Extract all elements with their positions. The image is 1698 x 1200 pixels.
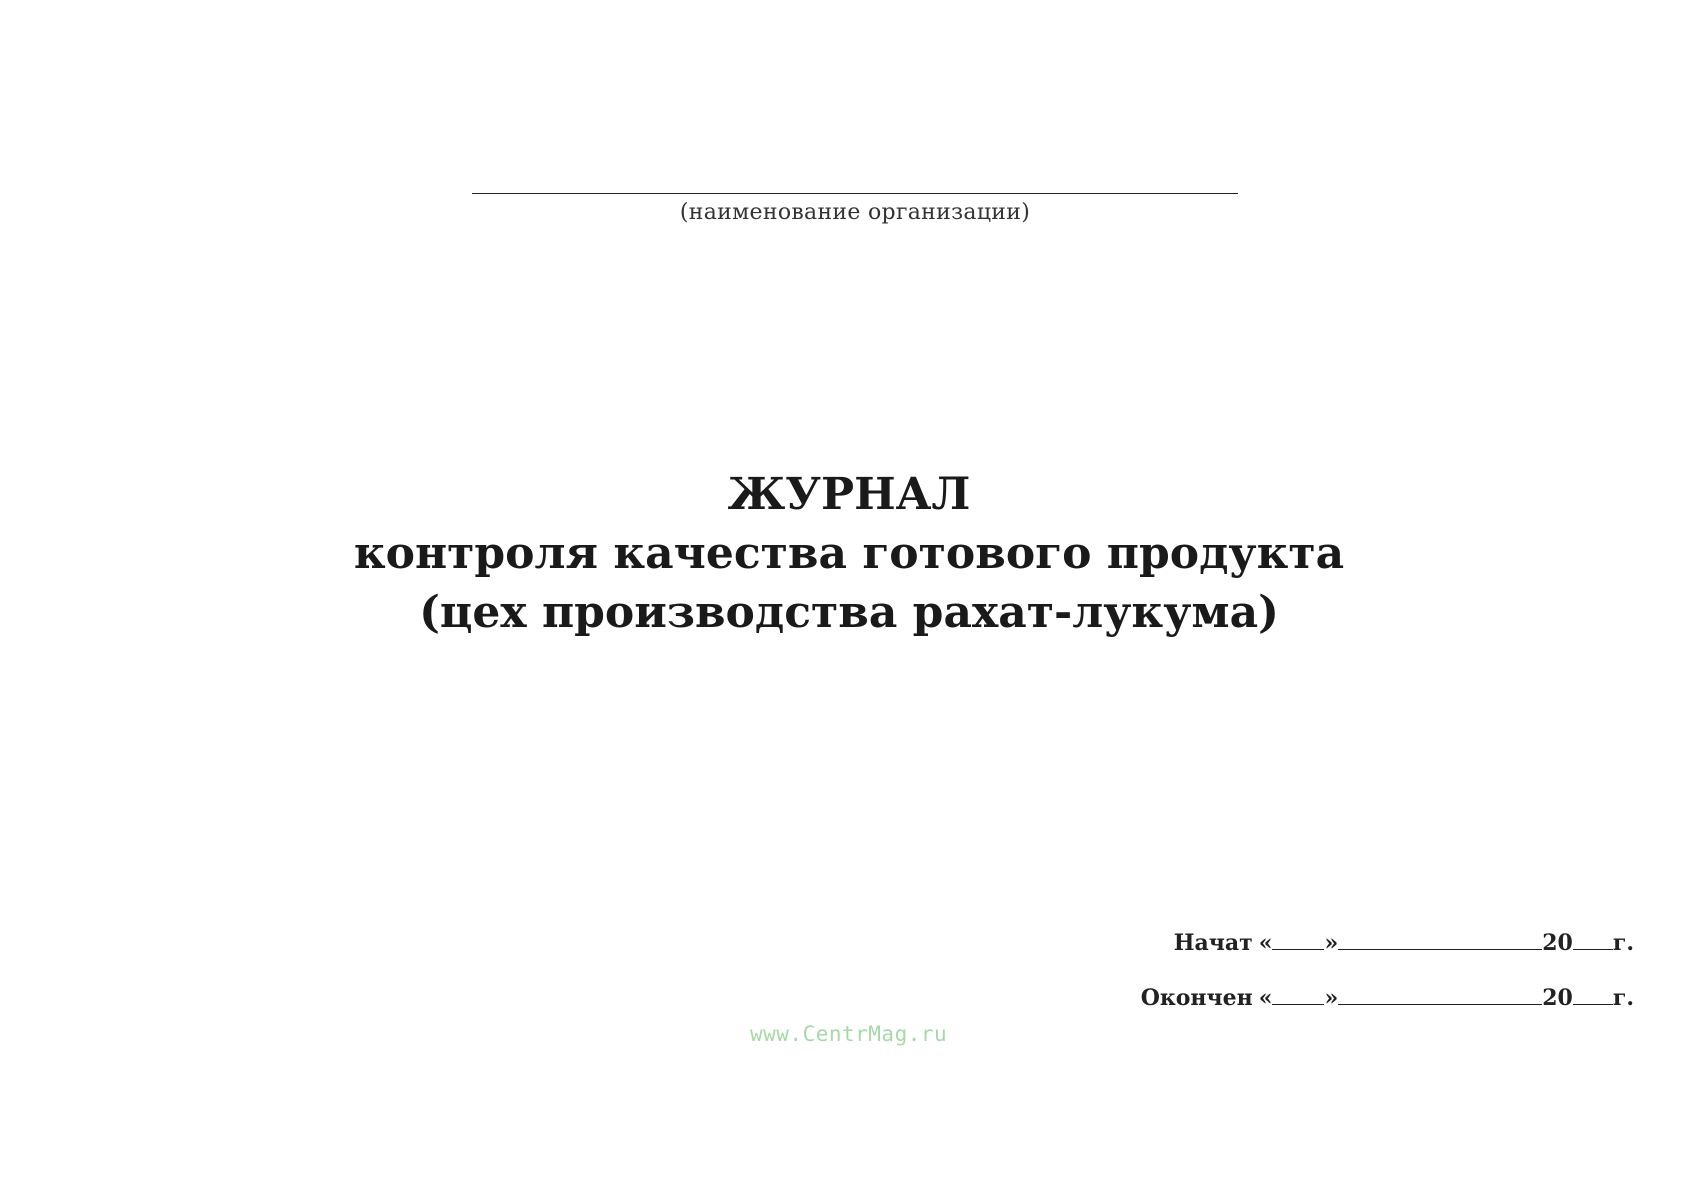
open-quote: «: [1258, 930, 1273, 956]
year-suffix: г.: [1612, 930, 1634, 956]
organization-name-line: [472, 193, 1238, 194]
finished-year-blank: [1573, 986, 1613, 1005]
title-line-3: (цех производства рахат-лукума): [419, 587, 1279, 638]
close-quote: »: [1324, 985, 1339, 1011]
document-title: [249, 465, 1449, 642]
year-prefix: 20: [1542, 985, 1573, 1011]
finished-day-blank: [1272, 986, 1324, 1005]
started-year-blank: [1573, 931, 1613, 950]
watermark: www.CentrMag.ru: [750, 1022, 948, 1046]
close-quote: »: [1324, 930, 1339, 956]
title-line-1: ЖУРНАЛ: [727, 469, 971, 520]
started-label: Начат: [1173, 930, 1253, 956]
finished-month-blank: [1338, 986, 1542, 1005]
title-line-2: контроля качества готового продукта: [353, 528, 1345, 579]
finished-label: Окончен: [1140, 985, 1253, 1011]
organization-name-caption: (наименование организации): [679, 200, 1031, 225]
year-prefix: 20: [1542, 930, 1573, 956]
year-suffix: г.: [1612, 985, 1634, 1011]
open-quote: «: [1258, 985, 1273, 1011]
started-month-blank: [1338, 931, 1542, 950]
started-date-row: [1174, 930, 1634, 956]
started-day-blank: [1272, 931, 1324, 950]
finished-date-row: [1141, 985, 1634, 1011]
